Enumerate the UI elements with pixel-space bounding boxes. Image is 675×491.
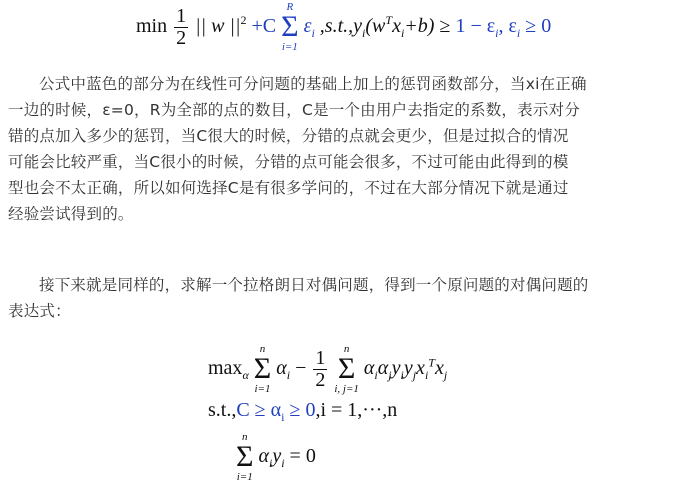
sum-symbol: n Σ i=1: [236, 431, 254, 483]
paragraph-line: 错的点加入多少的惩罚，当C很大的时候，分错的点就会更少，但是过拟合的情况: [8, 127, 569, 145]
formula-dual-constraint: $s.t.,C \ge \alpha_i \ge 0,i = 1,\cdot\cdot\cdot,n$: [208, 399, 398, 424]
half-fraction: $\frac{1}{2}$: [315, 346, 326, 391]
paragraph-line: 表达式：: [8, 302, 71, 320]
min-operator: min: [136, 14, 168, 37]
paragraph-line: 型也会不太正确，所以如何选择C是有很多学问的，不过在大部分情况下就是通过: [8, 179, 569, 197]
formula-equality-constraint: n Σ i=1 $\alpha_iy_i = 0$: [236, 431, 316, 483]
formula-primal-soft-margin: min $\frac{1}{2}$ || w $||^2 +C$ R Σ i=1 $\varepsilon_i$ $,s.t.,y_i(w^Tx_i+b) \ge 1 - \varepsilon_i$, $\varepsilon_i \ge 0$: [136, 1, 552, 53]
box-constraint: $C \ge \alpha_i \ge 0$: [236, 399, 316, 424]
sum-symbol: n Σ i, j=1: [334, 343, 359, 395]
paragraph-line: 公式中蓝色的部分为在线性可分问题的基础上加上的惩罚函数部分，当xi在正确: [39, 75, 587, 93]
slack-constraint: $1 - \varepsilon_i$, $\varepsilon_i \ge 0$: [455, 14, 552, 40]
sum-symbol: R Σ i=1: [281, 1, 299, 53]
paragraph-line: 经验尝试得到的。: [8, 205, 134, 223]
paragraph-line: 接下来就是同样的，求解一个拉格朗日对偶问题，得到一个原问题的对偶问题的: [39, 276, 589, 294]
paragraph-dual-intro: [8, 272, 589, 324]
sum-symbol: n Σ i=1: [253, 343, 272, 395]
penalty-term: +C R Σ i=1 $\varepsilon_i$: [251, 1, 315, 53]
paragraph-line: 可能会比较严重，当C很小的时候，分错的点可能会很多，不过可能由此得到的模: [8, 153, 569, 171]
formula-dual-objective: $\max_\alpha$ n Σ i=1 $\alpha_i$ − $\frac{1}{2}$ n Σ i, j=1 $\alpha_i\alpha_jy_iy_jx_i^Tx_j$: [208, 343, 448, 395]
paragraph-line: 一边的时候，ε=0，R为全部的点的数目，C是一个由用户去指定的系数，表示对分: [8, 101, 580, 119]
weight-norm: || w ||: [195, 14, 241, 37]
paragraph-explanation: [8, 71, 587, 227]
half-fraction: $\frac{1}{2}$: [176, 4, 187, 49]
